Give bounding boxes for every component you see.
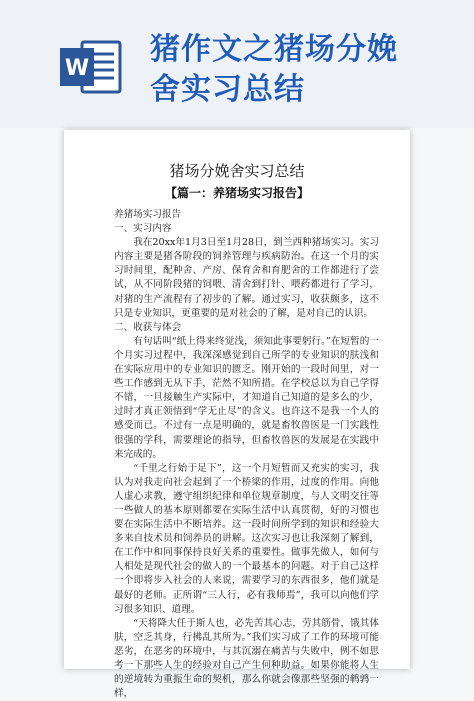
document-title: 猪场分娩舍实习总结 bbox=[169, 162, 305, 180]
paragraph-content: 我在20xx年1月3日至1月28日，到兰西种猪场实习。实习内容主要是猪各阶段的饲养管理与疾病防治。在这一个月的实习时间里，配种舍、产房、保育舍和育肥舍的工作都进行了尝试，从不同阶段猪的饲喂、清舍到打针、喂药都进行了学习，对猪的生产流程有了初步的了解。通过实习，收获颇多，这不只是专业知识，更重要的是对社会的了解，是对自己的认识。 bbox=[114, 237, 379, 319]
banner-title bbox=[150, 30, 450, 110]
section-heading-reflection: 二、收获与体会 bbox=[114, 321, 182, 333]
section-heading-content: 一、实习内容 bbox=[114, 223, 172, 235]
document-subtitle: 【篇一：养猪场实习报告】 bbox=[164, 186, 309, 200]
document-page bbox=[64, 130, 410, 700]
paragraph-reflection-2: “千里之行始于足下”，这一个月短暂而又充实的实习，我认为对我走向社会起到了一个桥梁的作用，过度的作用。向他人虚心求教，遵守组织纪律和单位规章制度，与人文明交往等一些做人的基本原则都要在实际生活中认真贯彻，好的习惯也要在实际生活中不断培养。这一段时间所学到的知识和经验大多来自技术员和饲养员的讲解。这次实习也让我深刻了解到，在工作中和同事保持良好关系的重要性。做事先做人，如何与人相处是现代社会的做人的一个最基本的问题。对于自己这样一个即将步入社会的人来说，需要学习的东西很多，他们就是最好的老师。正所谓“三人行，必有我师焉”，我可以向他们学习很多知识、道理。 bbox=[114, 462, 379, 615]
banner-title-line-1: 猪作文之猪场分娩 bbox=[150, 32, 398, 67]
word-icon-letter: W bbox=[64, 56, 90, 81]
banner-title-line-2: 舍实习总结 bbox=[150, 72, 305, 107]
document-body bbox=[114, 208, 379, 700]
report-heading: 养猪场实习报告 bbox=[114, 209, 182, 220]
paragraph-reflection-1: 有句话叫“纸上得来终觉浅，须知此事要躬行。”在短暂的一个月实习过程中，我深深感觉到自己所学的专业知识的肤浅和在实际应用中的专业知识的匮乏。刚开始的一段时间里，对一些工作感到无从下手，茫然不知所措。在学校总以为自己学得不错，一旦接触生产实际中，才知道自己知道的是多么的少，过时才真正领悟到“学无止尽”的含义。也许这不是我一个人的感受而已。不过有一点是明确的，就是畜牧兽医是一门实践性很强的学科，需要理论的指导，但畜牧兽医的发展是在实践中来完成的。 bbox=[114, 335, 379, 460]
paragraph-reflection-3: “天将降大任于斯人也，必先苦其心志，劳其筋骨，饿其体肤，空乏其身，行拂乱其所为。”我们实习成了工作的环境可能恶劣，在恶劣的环境中，与其沉溺在痛苦与失败中，例不如思考一下那些人生的经验对自己产生何种助益。如果你能将人生的逆境转为重振生命的契机，那么你就会像那些坚强的鹌鹑一样， bbox=[114, 617, 379, 700]
word-document-icon bbox=[60, 38, 122, 96]
header-banner bbox=[0, 0, 474, 128]
